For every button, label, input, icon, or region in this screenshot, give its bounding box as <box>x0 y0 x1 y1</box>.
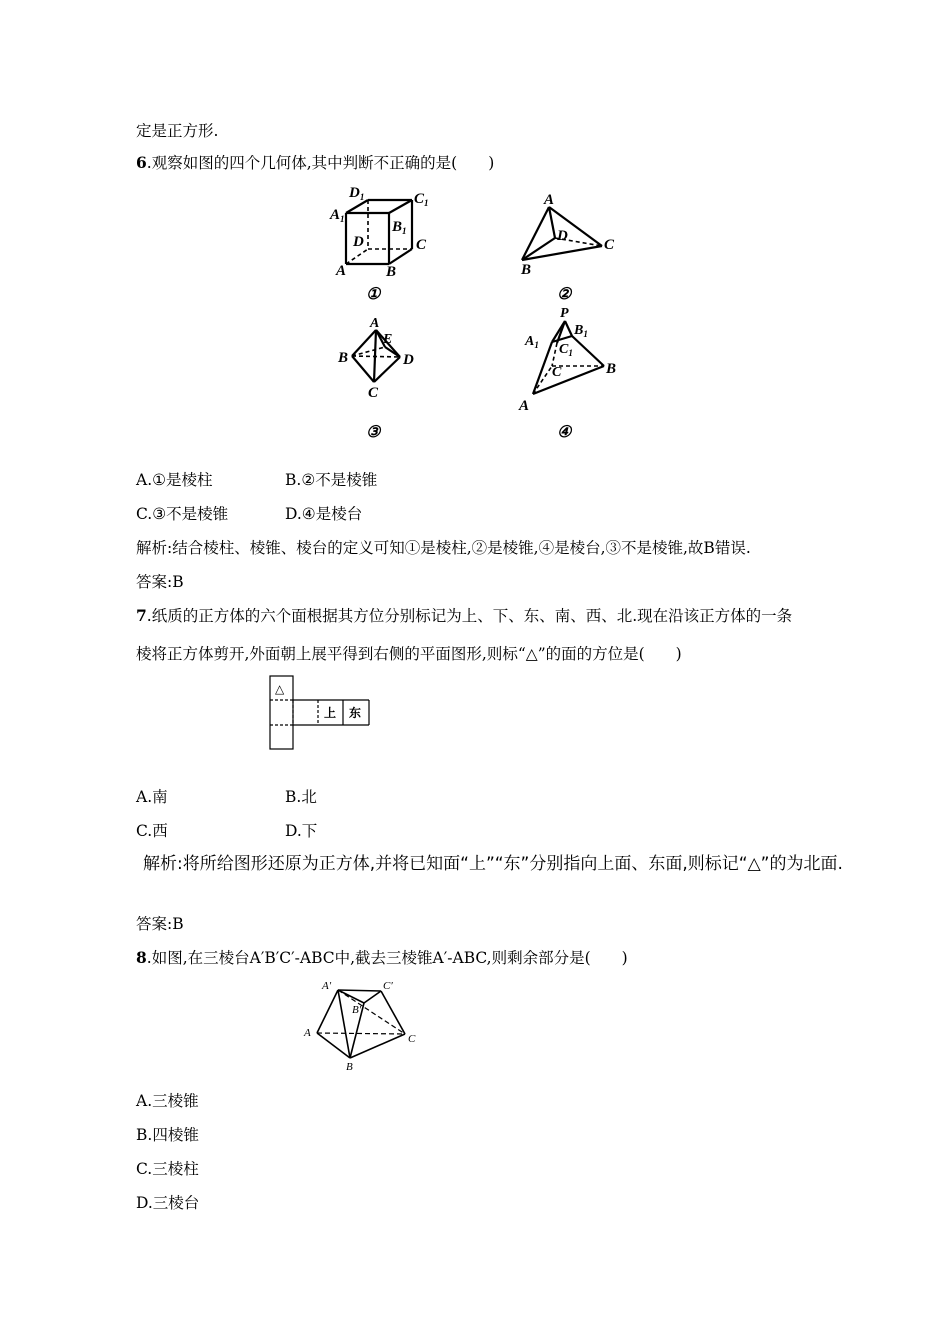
label-A1: $A_1$ <box>525 334 539 350</box>
label-B1: $B_1$ <box>574 323 588 339</box>
q8-option-d: D.三棱台 <box>136 1194 200 1212</box>
q7-option-b: B.北 <box>285 788 317 806</box>
q7-answer: 答案:B <box>136 915 184 933</box>
q8-option-a: A.三棱锥 <box>136 1092 199 1110</box>
q6-option-d: D.④是棱台 <box>285 505 363 523</box>
q8-option-c: C.三棱柱 <box>136 1160 199 1178</box>
q7-analysis: 解析:将所给图形还原为正方体,并将已知面“上”“东”分别指向上面、东面,则标记“△”的为北面. <box>143 854 843 874</box>
label-A-prime: A′ <box>322 980 332 992</box>
q6-answer: 答案:B <box>136 573 184 591</box>
question-6-stem: .观察如图的四个几何体,其中判断不正确的是( ) <box>146 154 495 172</box>
question-8-number: 8 <box>136 948 147 967</box>
caption-3: ③ <box>366 424 381 441</box>
label-A1: $A_1$ <box>330 207 345 224</box>
caption-2: ② <box>557 286 572 303</box>
question-7-stem-line1: .纸质的正方体的六个面根据其方位分别标记为上、下、东、南、西、北.现在沿该正方体的一条 <box>146 607 793 625</box>
question-6-number: 6 <box>136 153 147 172</box>
label-C: C <box>408 1033 416 1045</box>
label-D: D <box>353 234 364 250</box>
q7-option-d: D.下 <box>285 822 318 840</box>
caption-1: ① <box>366 286 381 303</box>
label-A: A <box>370 316 380 331</box>
q6-option-a: A.①是棱柱 <box>136 471 213 489</box>
label-A: A <box>519 398 530 414</box>
label-P: P <box>560 306 569 321</box>
question-7-number: 7 <box>136 606 147 625</box>
label-E: E <box>383 332 393 347</box>
label-C: C <box>368 385 379 401</box>
label-C: C <box>604 237 615 253</box>
label-D: D <box>403 352 414 368</box>
q6-option-c: C.③不是棱锥 <box>136 505 229 523</box>
q8-option-b: B.四棱锥 <box>136 1126 199 1144</box>
label-C-prime: C′ <box>383 980 393 992</box>
net-up-face: 上 <box>324 706 337 720</box>
question-8-stem: .如图,在三棱台A′B′C′-ABC中,截去三棱锥A′-ABC,则剩余部分是( ) <box>146 949 628 967</box>
label-C: C <box>552 365 562 380</box>
label-B: B <box>346 1061 353 1073</box>
q6-analysis: 解析:结合棱柱、棱锥、棱台的定义可知①是棱柱,②是棱锥,④是棱台,③不是棱锥,故B错误. <box>136 539 751 557</box>
label-C: C <box>416 237 427 253</box>
q7-option-a: A.南 <box>136 788 168 806</box>
previous-answer-tail: 定是正方形. <box>136 122 219 140</box>
q7-option-c: C.西 <box>136 822 168 840</box>
label-B: B <box>521 262 532 278</box>
label-A: A <box>304 1027 311 1039</box>
net-east-face: 东 <box>349 706 362 720</box>
label-C1: $C_1$ <box>414 191 429 208</box>
question-7-stem-line2: 棱将正方体剪开,外面朝上展平得到右侧的平面图形,则标“△”的面的方位是( ) <box>136 645 682 663</box>
label-C1: $C_1$ <box>559 342 573 358</box>
label-D1: $D_1$ <box>349 185 365 202</box>
label-D: D <box>557 228 568 244</box>
net-triangle-face: △ <box>275 682 285 696</box>
label-B: B <box>386 264 397 280</box>
label-B: B <box>338 350 349 366</box>
label-B1: $B_1$ <box>392 219 407 236</box>
label-A: A <box>544 192 555 208</box>
q6-option-b: B.②不是棱锥 <box>285 471 378 489</box>
caption-4: ④ <box>557 424 572 441</box>
label-B-prime: B′ <box>352 1004 362 1016</box>
label-A: A <box>336 263 347 279</box>
label-B: B <box>606 361 617 377</box>
